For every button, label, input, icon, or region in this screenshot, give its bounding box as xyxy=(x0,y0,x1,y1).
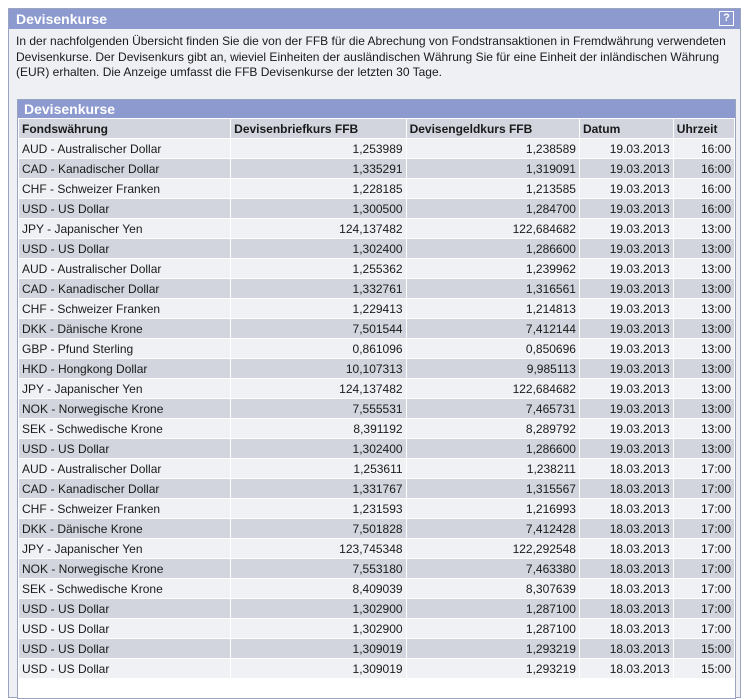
column-header-currency: Fondswährung xyxy=(19,119,230,138)
cell-bid-rate: 7,465731 xyxy=(407,399,579,418)
cell-time: 17:00 xyxy=(674,599,734,618)
cell-ask-rate: 1,332761 xyxy=(231,279,405,298)
cell-time: 13:00 xyxy=(674,239,734,258)
cell-currency: USD - US Dollar xyxy=(19,199,230,218)
cell-time: 16:00 xyxy=(674,199,734,218)
cell-date: 18.03.2013 xyxy=(580,479,673,498)
cell-currency: CAD - Kanadischer Dollar xyxy=(19,279,230,298)
cell-ask-rate: 1,253989 xyxy=(231,139,405,158)
rates-table-panel xyxy=(17,99,736,699)
panel-header xyxy=(9,9,740,29)
cell-ask-rate: 1,228185 xyxy=(231,179,405,198)
cell-time: 15:00 xyxy=(674,639,734,658)
cell-time: 13:00 xyxy=(674,339,734,358)
table-row xyxy=(19,219,734,238)
table-row xyxy=(19,499,734,518)
cell-currency: JPY - Japanischer Yen xyxy=(19,379,230,398)
cell-date: 19.03.2013 xyxy=(580,299,673,318)
cell-date: 19.03.2013 xyxy=(580,319,673,338)
cell-bid-rate: 1,287100 xyxy=(407,619,579,638)
column-header-bid-rate: Devisengeldkurs FFB xyxy=(407,119,579,138)
cell-date: 19.03.2013 xyxy=(580,399,673,418)
cell-ask-rate: 1,255362 xyxy=(231,259,405,278)
cell-date: 18.03.2013 xyxy=(580,559,673,578)
cell-date: 19.03.2013 xyxy=(580,239,673,258)
cell-currency: USD - US Dollar xyxy=(19,619,230,638)
cell-ask-rate: 8,391192 xyxy=(231,419,405,438)
cell-ask-rate: 1,231593 xyxy=(231,499,405,518)
table-row xyxy=(19,459,734,478)
table-row xyxy=(19,619,734,638)
cell-currency: USD - US Dollar xyxy=(19,639,230,658)
cell-date: 19.03.2013 xyxy=(580,179,673,198)
cell-currency: NOK - Norwegische Krone xyxy=(19,399,230,418)
cell-bid-rate: 9,985113 xyxy=(407,359,579,378)
table-row xyxy=(19,239,734,258)
cell-date: 18.03.2013 xyxy=(580,659,673,678)
table-row xyxy=(19,479,734,498)
table-row xyxy=(19,339,734,358)
cell-currency: CAD - Kanadischer Dollar xyxy=(19,479,230,498)
table-row xyxy=(19,639,734,658)
cell-ask-rate: 1,331767 xyxy=(231,479,405,498)
table-row xyxy=(19,139,734,158)
cell-bid-rate: 7,412144 xyxy=(407,319,579,338)
cell-currency: NOK - Norwegische Krone xyxy=(19,559,230,578)
help-icon[interactable]: ? xyxy=(719,11,734,26)
cell-date: 19.03.2013 xyxy=(580,439,673,458)
cell-date: 18.03.2013 xyxy=(580,459,673,478)
cell-bid-rate: 8,307639 xyxy=(407,579,579,598)
cell-currency: SEK - Schwedische Krone xyxy=(19,419,230,438)
table-row xyxy=(19,519,734,538)
cell-bid-rate: 1,239962 xyxy=(407,259,579,278)
cell-currency: HKD - Hongkong Dollar xyxy=(19,359,230,378)
cell-date: 18.03.2013 xyxy=(580,579,673,598)
table-row xyxy=(19,559,734,578)
cell-time: 17:00 xyxy=(674,539,734,558)
cell-date: 19.03.2013 xyxy=(580,159,673,178)
cell-time: 13:00 xyxy=(674,359,734,378)
cell-time: 13:00 xyxy=(674,259,734,278)
cell-ask-rate: 8,409039 xyxy=(231,579,405,598)
cell-ask-rate: 7,555531 xyxy=(231,399,405,418)
cell-currency: CAD - Kanadischer Dollar xyxy=(19,159,230,178)
cell-bid-rate: 122,292548 xyxy=(407,539,579,558)
table-row xyxy=(19,299,734,318)
cell-ask-rate: 1,309019 xyxy=(231,659,405,678)
table-header-row xyxy=(19,119,734,138)
table-row xyxy=(19,159,734,178)
cell-bid-rate: 1,214813 xyxy=(407,299,579,318)
table-row xyxy=(19,579,734,598)
table-row xyxy=(19,399,734,418)
table-row xyxy=(19,539,734,558)
cell-bid-rate: 1,316561 xyxy=(407,279,579,298)
cell-time: 13:00 xyxy=(674,319,734,338)
cell-ask-rate: 124,137482 xyxy=(231,219,405,238)
cell-bid-rate: 1,213585 xyxy=(407,179,579,198)
cell-bid-rate: 1,284700 xyxy=(407,199,579,218)
cell-date: 18.03.2013 xyxy=(580,639,673,658)
cell-time: 16:00 xyxy=(674,179,734,198)
table-row xyxy=(19,379,734,398)
rates-table xyxy=(18,118,735,679)
table-row xyxy=(19,179,734,198)
cell-date: 19.03.2013 xyxy=(580,419,673,438)
cell-date: 19.03.2013 xyxy=(580,359,673,378)
cell-ask-rate: 1,309019 xyxy=(231,639,405,658)
table-row xyxy=(19,419,734,438)
column-header-time: Uhrzeit xyxy=(674,119,734,138)
cell-bid-rate: 122,684682 xyxy=(407,379,579,398)
cell-time: 13:00 xyxy=(674,279,734,298)
cell-date: 18.03.2013 xyxy=(580,499,673,518)
cell-bid-rate: 1,286600 xyxy=(407,439,579,458)
cell-bid-rate: 7,412428 xyxy=(407,519,579,538)
cell-ask-rate: 123,745348 xyxy=(231,539,405,558)
cell-bid-rate: 1,293219 xyxy=(407,639,579,658)
cell-time: 17:00 xyxy=(674,559,734,578)
column-header-date: Datum xyxy=(580,119,673,138)
cell-date: 19.03.2013 xyxy=(580,339,673,358)
cell-currency: AUD - Australischer Dollar xyxy=(19,139,230,158)
cell-bid-rate: 1,216993 xyxy=(407,499,579,518)
cell-bid-rate: 0,850696 xyxy=(407,339,579,358)
panel-title: Devisenkurse xyxy=(16,11,108,27)
cell-currency: AUD - Australischer Dollar xyxy=(19,259,230,278)
table-row xyxy=(19,439,734,458)
cell-currency: DKK - Dänische Krone xyxy=(19,519,230,538)
cell-bid-rate: 122,684682 xyxy=(407,219,579,238)
cell-currency: GBP - Pfund Sterling xyxy=(19,339,230,358)
cell-time: 13:00 xyxy=(674,299,734,318)
cell-time: 13:00 xyxy=(674,439,734,458)
cell-bid-rate: 1,286600 xyxy=(407,239,579,258)
cell-time: 17:00 xyxy=(674,519,734,538)
cell-date: 18.03.2013 xyxy=(580,619,673,638)
cell-currency: CHF - Schweizer Franken xyxy=(19,299,230,318)
cell-ask-rate: 7,553180 xyxy=(231,559,405,578)
cell-currency: DKK - Dänische Krone xyxy=(19,319,230,338)
cell-ask-rate: 0,861096 xyxy=(231,339,405,358)
table-row xyxy=(19,659,734,678)
cell-ask-rate: 1,253611 xyxy=(231,459,405,478)
devisenkurse-panel xyxy=(8,8,741,698)
cell-bid-rate: 1,238211 xyxy=(407,459,579,478)
cell-bid-rate: 7,463380 xyxy=(407,559,579,578)
cell-date: 18.03.2013 xyxy=(580,519,673,538)
table-row xyxy=(19,599,734,618)
rates-table-title: Devisenkurse xyxy=(18,100,735,118)
cell-date: 19.03.2013 xyxy=(580,199,673,218)
cell-currency: USD - US Dollar xyxy=(19,239,230,258)
table-row xyxy=(19,359,734,378)
table-row xyxy=(19,279,734,298)
cell-ask-rate: 10,107313 xyxy=(231,359,405,378)
cell-currency: CHF - Schweizer Franken xyxy=(19,499,230,518)
cell-bid-rate: 1,319091 xyxy=(407,159,579,178)
cell-ask-rate: 1,335291 xyxy=(231,159,405,178)
table-row xyxy=(19,199,734,218)
cell-currency: USD - US Dollar xyxy=(19,599,230,618)
table-row xyxy=(19,259,734,278)
cell-currency: JPY - Japanischer Yen xyxy=(19,539,230,558)
cell-currency: CHF - Schweizer Franken xyxy=(19,179,230,198)
cell-time: 17:00 xyxy=(674,459,734,478)
cell-currency: USD - US Dollar xyxy=(19,439,230,458)
cell-ask-rate: 1,229413 xyxy=(231,299,405,318)
cell-time: 13:00 xyxy=(674,399,734,418)
cell-date: 19.03.2013 xyxy=(580,139,673,158)
cell-time: 13:00 xyxy=(674,219,734,238)
cell-bid-rate: 1,315567 xyxy=(407,479,579,498)
intro-text: In der nachfolgenden Übersicht finden Sie die von der FFB für die Abrechung von Fondstransaktionen in Fremdwährung verwendeten Devisenkurse. Der Devisenkurs gibt an, wieviel Einheiten der ausländischen Währung Sie für eine Einheit der inländischen Währung (EUR) erhalten. Die Anzeige umfasst die FFB Devisenkurse der letzten 30 Tage. xyxy=(16,34,726,79)
cell-currency: USD - US Dollar xyxy=(19,659,230,678)
cell-time: 15:00 xyxy=(674,659,734,678)
cell-bid-rate: 1,238589 xyxy=(407,139,579,158)
cell-bid-rate: 8,289792 xyxy=(407,419,579,438)
cell-date: 19.03.2013 xyxy=(580,279,673,298)
cell-bid-rate: 1,293219 xyxy=(407,659,579,678)
column-header-ask-rate: Devisenbriefkurs FFB xyxy=(231,119,405,138)
cell-time: 13:00 xyxy=(674,379,734,398)
cell-ask-rate: 1,300500 xyxy=(231,199,405,218)
cell-date: 19.03.2013 xyxy=(580,219,673,238)
cell-ask-rate: 124,137482 xyxy=(231,379,405,398)
cell-ask-rate: 7,501544 xyxy=(231,319,405,338)
cell-date: 19.03.2013 xyxy=(580,259,673,278)
cell-currency: AUD - Australischer Dollar xyxy=(19,459,230,478)
cell-ask-rate: 1,302900 xyxy=(231,619,405,638)
cell-time: 17:00 xyxy=(674,479,734,498)
cell-time: 16:00 xyxy=(674,159,734,178)
cell-bid-rate: 1,287100 xyxy=(407,599,579,618)
cell-ask-rate: 1,302900 xyxy=(231,599,405,618)
cell-currency: SEK - Schwedische Krone xyxy=(19,579,230,598)
cell-date: 19.03.2013 xyxy=(580,379,673,398)
cell-ask-rate: 7,501828 xyxy=(231,519,405,538)
cell-time: 16:00 xyxy=(674,139,734,158)
cell-currency: JPY - Japanischer Yen xyxy=(19,219,230,238)
cell-date: 18.03.2013 xyxy=(580,539,673,558)
cell-time: 13:00 xyxy=(674,419,734,438)
cell-date: 18.03.2013 xyxy=(580,599,673,618)
cell-time: 17:00 xyxy=(674,579,734,598)
cell-ask-rate: 1,302400 xyxy=(231,439,405,458)
cell-ask-rate: 1,302400 xyxy=(231,239,405,258)
cell-time: 17:00 xyxy=(674,499,734,518)
table-row xyxy=(19,319,734,338)
cell-time: 17:00 xyxy=(674,619,734,638)
